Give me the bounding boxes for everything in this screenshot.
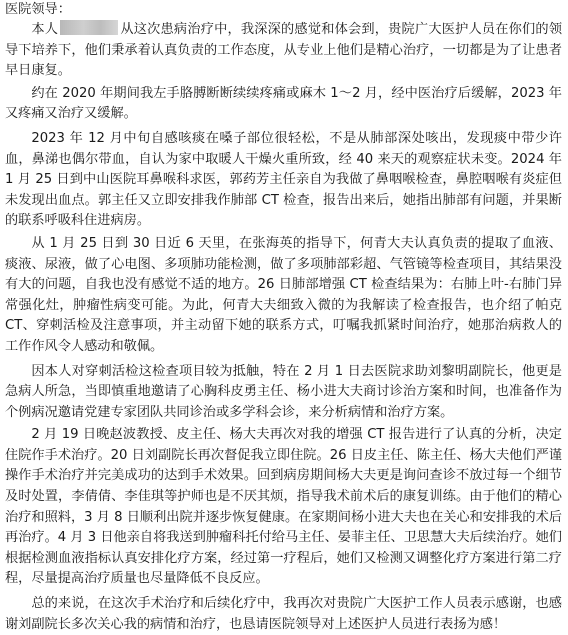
paragraph-consultation: 因本人对穿刺活检这检查项目较为抵触，特在 2 月 1 日去医院求助刘黎明副院长，他更是急病人所急，当即慎重地邀请了心胸科皮勇主任、杨小进大夫商讨诊治方案和时间，也准备作为个例病况邀请党建专家团队共同诊治或多学科会诊，来分析病情和治疗方案。 [5,363,562,420]
paragraph-examination: 从 1 月 25 日到 30 日近 6 天里，在张海英的指导下，何青大夫认真负责的提取了血液、痰液、尿液，做了心电图、多项肺功能检测，做了多项肺部彩超、气管镜等检查项目，其结果没有大的问题，自我也没有感觉不适的地方。26 日肺部增强 CT 检查结果为：右肺上叶-右肺门异常强化灶，肿瘤性病变可能。为此，何青大夫细致入微的为我解读了检查报告，也介绍了帕克 CT、穿刺活检及注意事项，并主动留下她的联系方式，叮嘱我抓紧时间治疗，她那治病救人的工作作风令人感动和敬佩。 [5,235,562,354]
intro-lead-text: 本人 [31,22,59,37]
paragraph-closing: 总的来说，在这次手术治疗和后续化疗中，我再次对贵院广大医护工作人员表示感谢，也感谢刘副院长多次关心我的病情和治疗，也恳请医院领导对上述医护人员进行表扬为感！ [5,596,562,632]
letter-greeting: 医院领导： [5,2,71,17]
paragraph-surgery: 2 月 19 日晚赵波教授、皮主任、杨大夫再次对我的增强 CT 报告进行了认真的分析，决定住院作手术治疗。20 日刘副院长再次督促我立即住院。26 日皮主任、陈主任、杨大夫他们严谨操作手术治疗并完美成功的达到手术效果。回到病房期间杨大夫更是询问查诊不放过每一个细节及时处置，李倩倩、李佳琪等护师也是不厌其烦，指导我术前术后的康复训练。由于他们的精心治疗和照料，3 月 8 日顺利出院并逐步恢复健康。在家期间杨小进大夫也在关心和安排我的术后再治疗。4 月 3 日他亲自将我送到肿瘤科托付给马主任、晏菲主任、卫思慧大夫后续治疗。她们根据检测血液指标认真安排化疗方案，经过第一疗程后，她们又检测又调整化疗方案进行第二疗程，尽量提高治疗质量也尽量降低不良反应。 [5,427,562,587]
paragraph-intro [5,20,562,82]
paragraph-symptoms: 2023 年 12 月中旬自感咳痰在嗓子部位很轻松，不是从肺部深处咳出，发现痰中带少许血，鼻涕也偶尔带血，自认为家中取暖人干燥火重所致，经 40 来天的观察症状未变。2024 年 1 月 25 日到中山医院耳鼻喉科求医，郭药芳主任亲自为我做了鼻咽喉检查，鼻腔咽喉有炎症但未发现出血点。郭主任又立即安排我作肺部 CT 检查，报告出来后，她指出肺部有问题，并果断的联系呼吸科住进病房。 [5,130,562,229]
redacted-name [60,20,118,35]
intro-body-text: 从这次患病治疗中，我深深的感觉和体会到，贵院广大医护人员在你们的领导下培养下，他们秉承着认真负责的工作态度，从专业上他们是精心治疗，一切都是为了让患者早日康复。 [5,22,563,79]
paragraph-history: 约在 2020 年期间我左手胳膊断断续续疼痛或麻木 1～2 月，经中医治疗后缓解，2023 年又疼痛又治疗又缓解。 [5,85,562,122]
